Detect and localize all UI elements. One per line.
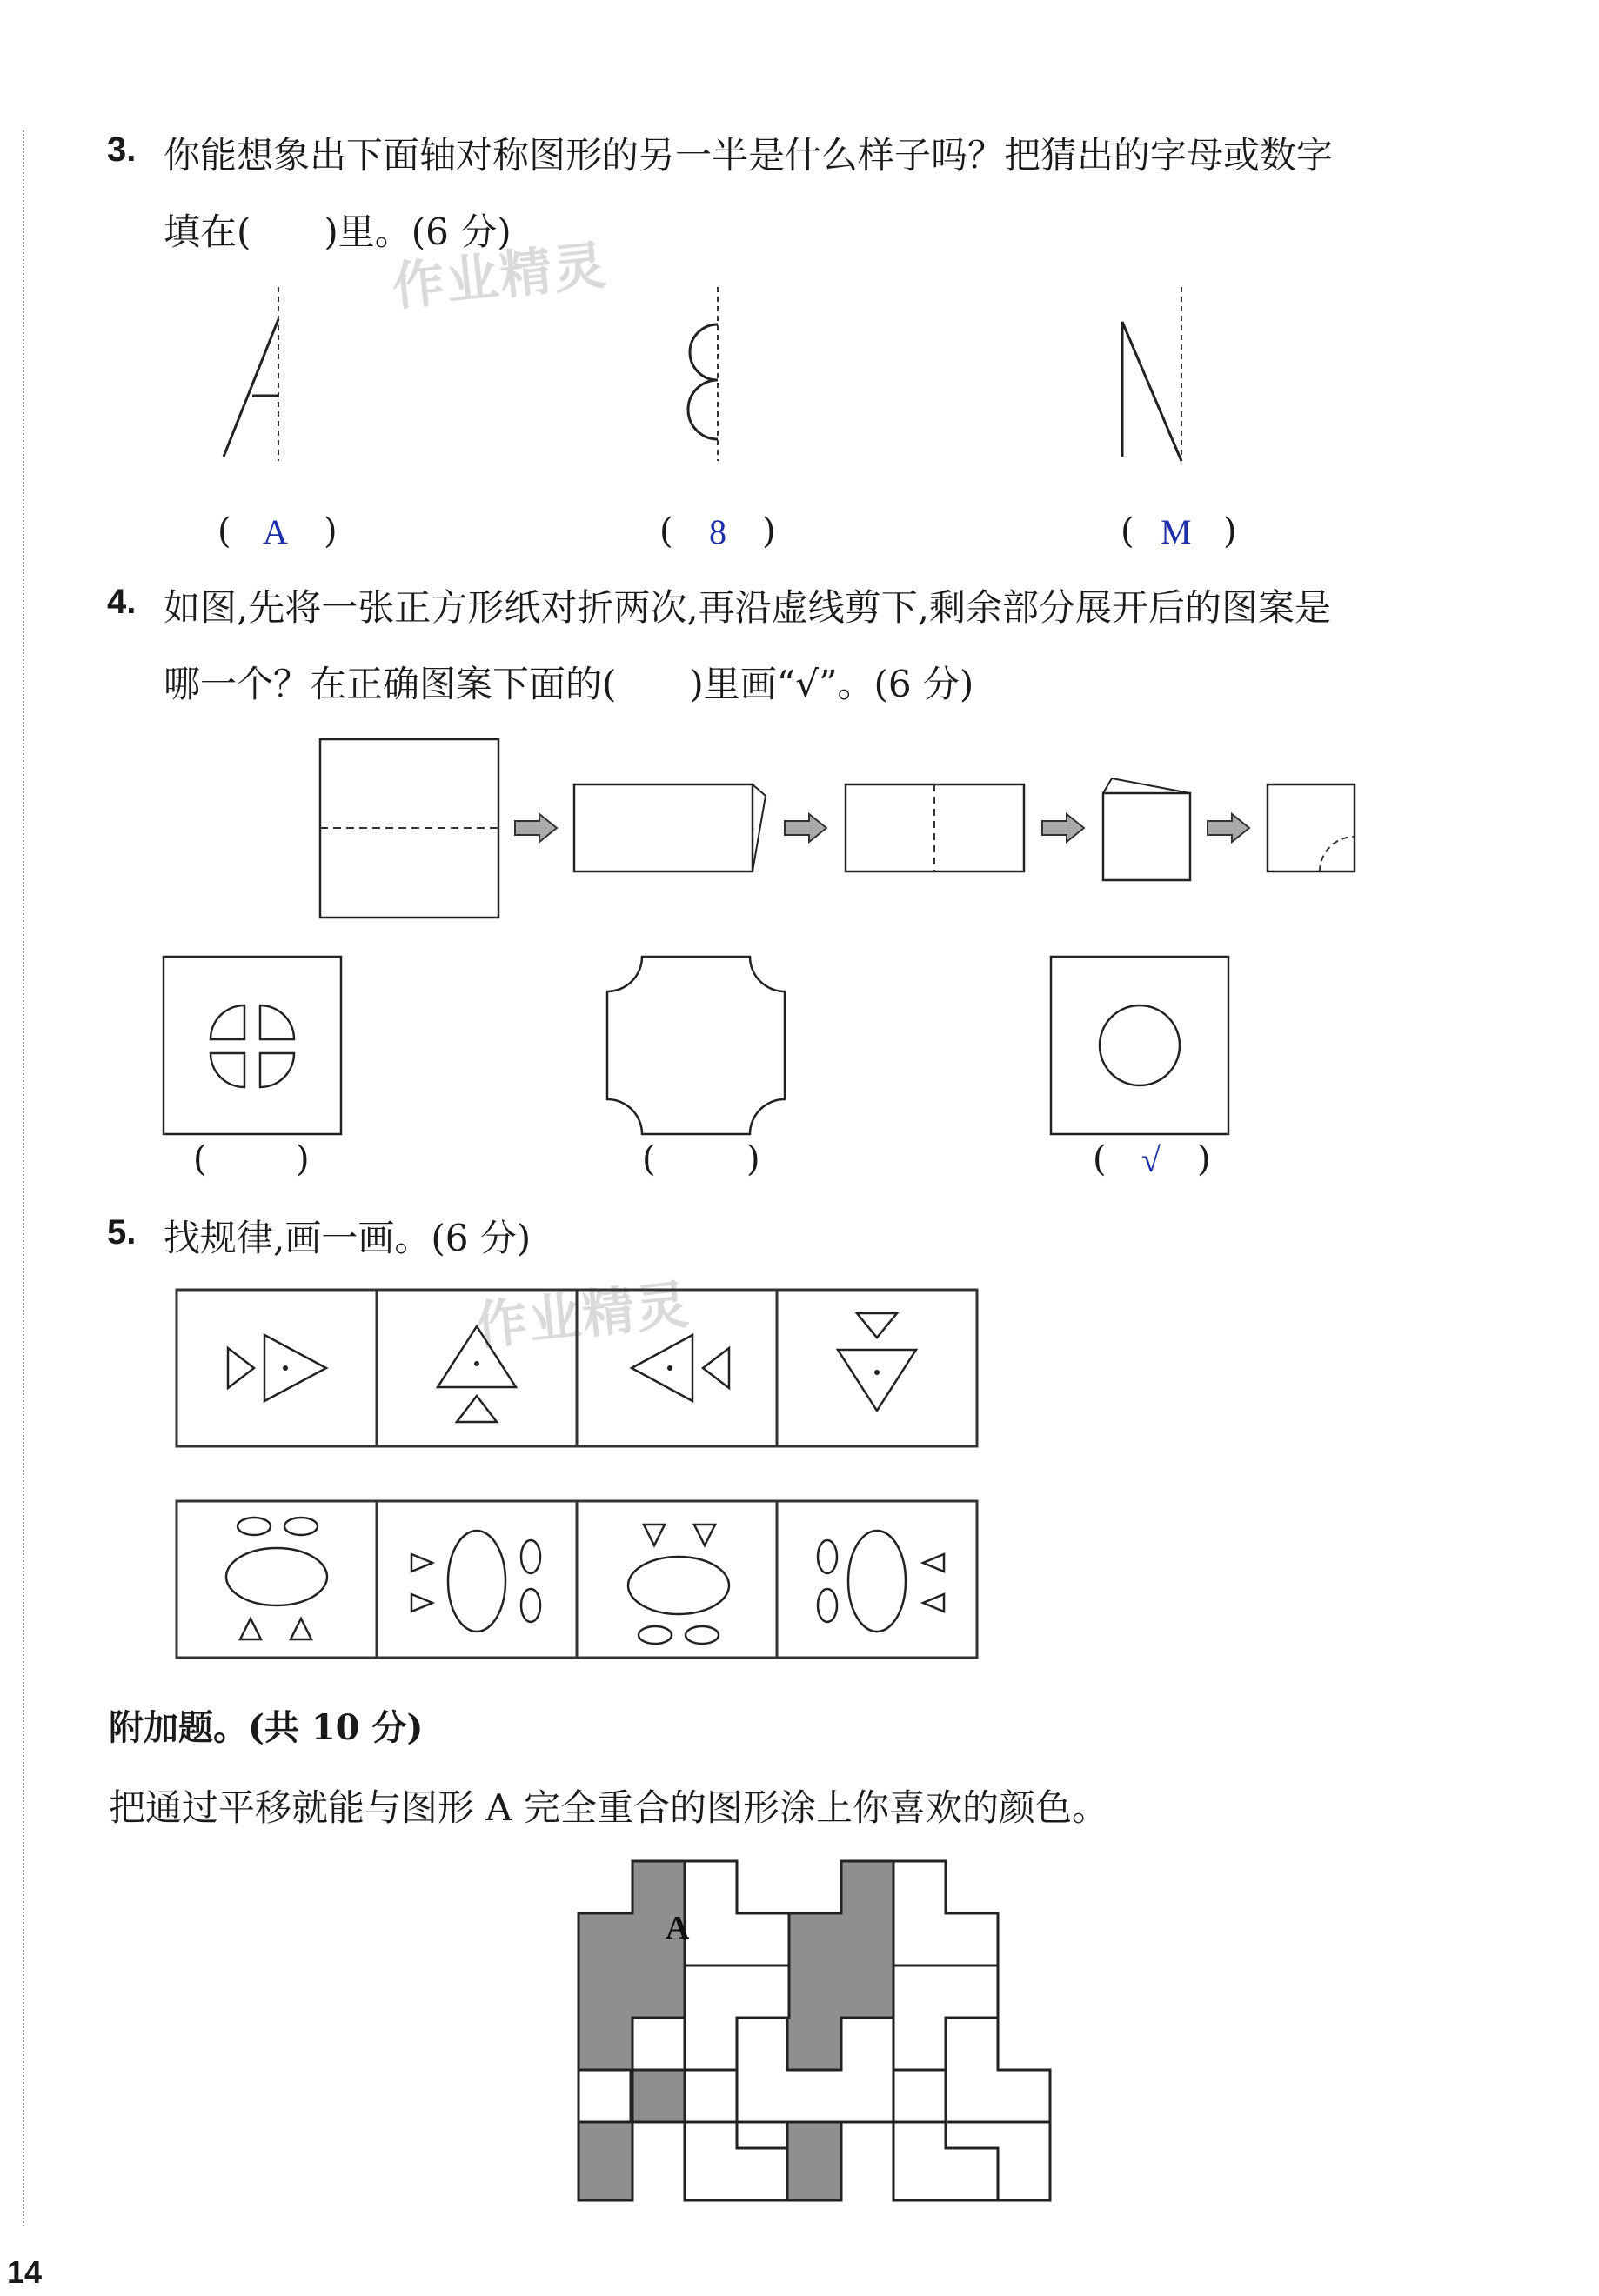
bonus-text: 把通过平移就能与图形 A 完全重合的图形涂上你喜欢的颜色。 [109,1786,1109,1829]
q3-answer-3[interactable]: M [1161,512,1192,551]
q5-pattern-row-2 [174,1498,983,1664]
q3-paren-3-close: ) [1223,511,1237,551]
watermark: 作业精灵 [389,235,611,318]
q4-paren-3: ( [1093,1139,1107,1179]
q3-paren-2: ( [659,511,673,551]
watermark-2: 作业精灵 [472,1274,693,1358]
q3-paren-1-close: ) [324,511,338,551]
q4-text-line1: 如图,先将一张正方形纸对折两次,再沿虚线剪下,剩余部分展开后的图案是 [164,586,1332,629]
q4-paren-2: ( [642,1139,656,1179]
bonus-tessellation [574,1857,1061,2205]
q3-text-line2: 填在( )里。(6 分) [164,210,512,253]
q3-figure-half-a [209,283,296,465]
margin-line [23,130,24,2226]
q3-figure-half-m [1105,283,1192,465]
q3-paren-1: ( [217,511,231,551]
q4-choice-3-mark[interactable]: √ [1141,1140,1161,1179]
q3-text-line1: 你能想象出下面轴对称图形的另一半是什么样子吗？把猜出的字母或数字 [164,134,1334,177]
q4-choice-2 [605,955,788,1138]
q3-answer-1[interactable]: A [263,512,288,551]
q4-fold-sequence [313,731,1375,922]
q4-paren-1: ( [193,1139,207,1179]
q3-number: 3. [107,130,137,169]
q3-figure-half-8 [661,283,748,465]
q4-choice-1 [162,955,345,1138]
q3-answer-2[interactable]: 8 [709,512,726,551]
page-number: 14 [7,2254,43,2290]
q4-paren-2-close: ) [746,1139,760,1179]
q5-text: 找规律,画一画。(6 分) [164,1217,532,1259]
q3-paren-3: ( [1121,511,1134,551]
q4-text-line2: 哪一个？在正确图案下面的( )里画“√”。(6 分) [164,663,974,705]
q5-pattern-row-1 [174,1287,983,1452]
bonus-label-a: A [666,1910,690,1946]
q4-choice-3 [1049,955,1232,1138]
q5-number: 5. [107,1213,137,1251]
q4-number: 4. [107,583,137,621]
q3-paren-2-close: ) [762,511,776,551]
bonus-title: 附加题。(共 10 分) [109,1707,424,1748]
q4-paren-1-close: ) [296,1139,310,1179]
q4-paren-3-close: ) [1197,1139,1211,1179]
